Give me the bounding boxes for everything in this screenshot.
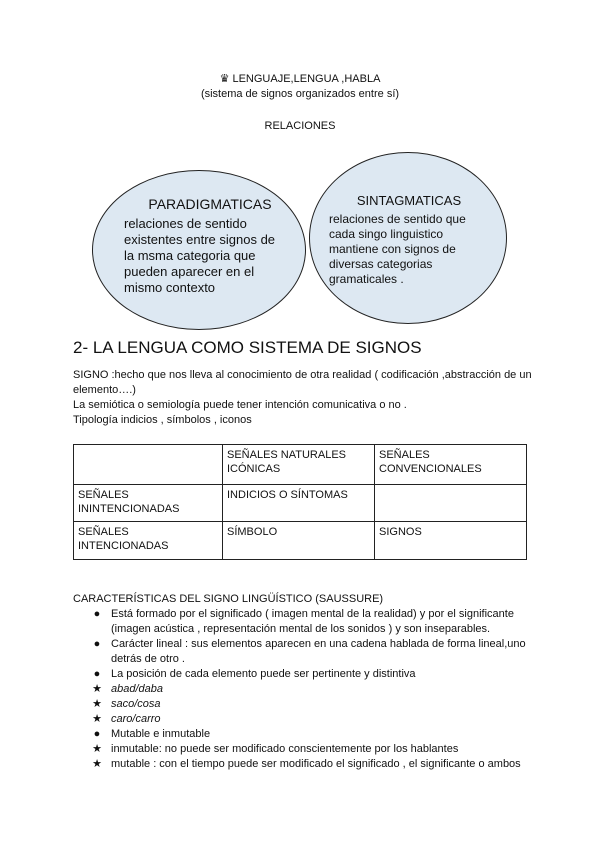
paradigmaticas-text	[124, 196, 296, 296]
bullet-icon: ●	[93, 728, 101, 740]
table-header-cell: SEÑALES CONVENCIONALES	[375, 445, 527, 485]
list-item-text: Está formado por el significado ( imagen mental de la realidad) y por el significante (imagen acústica , representación mental de los sonidos ) y son inseparables.	[111, 608, 514, 635]
bullet-icon: ●	[93, 638, 101, 650]
document-title: ♛ LENGUAJE,LENGUA ,HABLA	[219, 73, 381, 85]
list-item	[73, 607, 543, 637]
star-icon: ★	[92, 683, 102, 695]
paradigmaticas-line: existentes entre signos de	[124, 232, 276, 247]
table-cell: INDICIOS O SÍNTOMAS	[223, 485, 375, 522]
table-cell: SEÑALES ININTENCIONADAS	[74, 485, 223, 522]
paradigmaticas-line: pueden aparecer en el	[124, 264, 255, 279]
sintagmaticas-line: gramaticales .	[329, 272, 404, 286]
table-row	[74, 485, 527, 522]
list-item-text: caro/carro	[111, 713, 161, 725]
list-item	[73, 727, 543, 742]
document-subtitle: (sistema de signos organizados entre sí)	[200, 88, 400, 100]
bullet-icon: ●	[93, 608, 101, 620]
star-icon: ★	[92, 698, 102, 710]
paradigmaticas-line: relaciones de sentido	[124, 216, 247, 231]
list-item	[73, 757, 543, 772]
section-heading: 2- LA LENGUA COMO SISTEMA DE SIGNOS	[73, 338, 422, 357]
paradigmaticas-title: PARADIGMATICAS	[148, 196, 272, 212]
table-cell: SEÑALES INTENCIONADAS	[74, 522, 223, 560]
bullet-icon: ●	[93, 668, 101, 680]
table-header-row	[74, 445, 527, 485]
list-item	[73, 682, 543, 697]
list-item-text: Mutable e inmutable	[111, 728, 211, 740]
list-item-text: saco/cosa	[111, 698, 161, 710]
list-item-text: inmutable: no puede ser modificado conscientemente por los hablantes	[111, 743, 459, 755]
list-item-text: La posición de cada elemento puede ser pertinente y distintiva	[111, 668, 416, 680]
semiotica-paragraph: La semiótica o semiología puede tener intención comunicativa o no .	[73, 399, 407, 411]
sintagmaticas-title: SINTAGMATICAS	[356, 193, 462, 208]
signo-definition: SIGNO :hecho que nos lleva al conocimiento de otra realidad ( codificación ,abstracción de un elemento….)	[73, 369, 532, 396]
list-item	[73, 637, 543, 667]
tipologia-paragraph: Tipología indicios , símbolos , iconos	[73, 414, 252, 426]
table-row	[74, 522, 527, 560]
table-header-cell	[74, 445, 223, 485]
relations-label: RELACIONES	[264, 120, 336, 132]
sintagmaticas-text	[329, 193, 489, 287]
paradigmaticas-line: la msma categoria que	[124, 248, 256, 263]
list-item	[73, 697, 543, 712]
sintagmaticas-line: mantiene con signos de	[329, 242, 456, 256]
list-item	[73, 742, 543, 757]
list-item	[73, 712, 543, 727]
paradigmaticas-line: mismo contexto	[124, 280, 216, 295]
sintagmaticas-line: relaciones de sentido que	[329, 212, 466, 226]
table-cell: SÍMBOLO	[223, 522, 375, 560]
table-cell	[375, 485, 527, 522]
star-icon: ★	[92, 758, 102, 770]
characteristics-section	[73, 592, 543, 772]
sintagmaticas-line: diversas categorias	[329, 257, 433, 271]
sintagmaticas-line: cada singo linguistico	[329, 227, 444, 241]
signals-table	[73, 444, 527, 560]
star-icon: ★	[92, 743, 102, 755]
list-item	[73, 667, 543, 682]
list-item-text: abad/daba	[111, 683, 163, 695]
table-cell: SIGNOS	[375, 522, 527, 560]
characteristics-title: CARACTERÍSTICAS DEL SIGNO LINGÜÍSTICO (SAUSSURE)	[73, 593, 384, 605]
list-item-text: mutable : con el tiempo puede ser modificado el significado , el significante o ambos	[111, 758, 521, 770]
table-header-cell: SEÑALES NATURALES ICÓNICAS	[223, 445, 375, 485]
star-icon: ★	[92, 713, 102, 725]
list-item-text: Carácter lineal : sus elementos aparecen en una cadena hablada de forma lineal,uno detrás de otro .	[111, 638, 526, 665]
